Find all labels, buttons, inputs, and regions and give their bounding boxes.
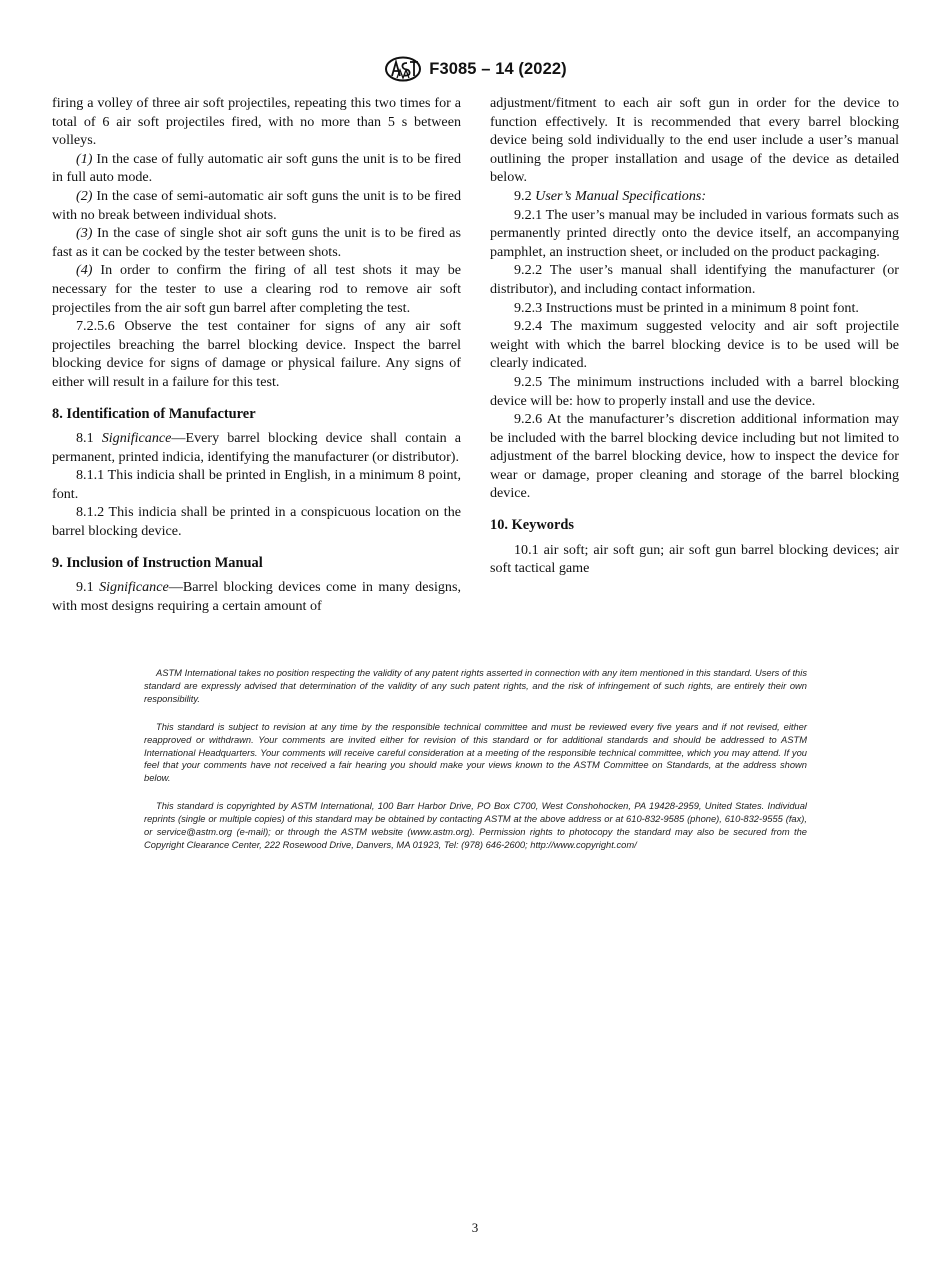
- item-number: (1): [76, 150, 93, 167]
- paragraph: [52, 150, 461, 187]
- section-heading-8: 8. Identification of Manufacturer: [52, 405, 256, 422]
- paragraph: 9.2.3 Instructions must be printed in a minimum 8 point font.: [514, 299, 859, 316]
- paragraph-number: 8.1: [76, 430, 102, 447]
- paragraph: 8.1.2 This indicia shall be printed in a conspicuous location on the barrel blocking device.: [52, 504, 461, 540]
- item-number: (4): [76, 262, 93, 279]
- paragraph: firing a volley of three air soft projectiles, repeating this two times for a total of 6 air soft projectiles fired, with no more than 5 s between volleys.: [52, 95, 461, 149]
- paragraph-label: User’s Manual Specifications:: [535, 187, 707, 204]
- standard-designation: F3085 – 14 (2022): [429, 59, 567, 78]
- paragraph-text: —Every barrel blocking device shall contain a permanent, printed indicia, identifying the manufacturer (or distributor).: [52, 430, 462, 465]
- item-number: (3): [76, 225, 93, 242]
- paragraph: 9.2.1 The user’s manual may be included in various formats such as permanently printed directly onto the device itself, an accompanying pamphlet, an instruction sheet, or included on the product packaging.: [490, 206, 899, 260]
- paragraph: 9.2.4 The maximum suggested velocity and air soft projectile weight with which the barrel blocking device is to be used will be clearly indicated.: [490, 318, 899, 372]
- paragraph: 9.2.6 At the manufacturer’s discretion additional information may be included with the barrel blocking device including but not limited to adjustment of the barrel blocking device, how to inspect the device for wear or damage, proper cleaning and storage of the barrel blocking device.: [490, 411, 899, 502]
- paragraph: [52, 261, 461, 317]
- paragraph: [52, 187, 461, 224]
- revision-notice: This standard is subject to revision at any time by the responsible technical committee and must be reviewed every five years and if not revised, either reapproved or withdrawn. Your comments are invited either for revision of this standard or for additional standards and should be addressed to ASTM International Headquarters. Your comments will receive careful consideration at a meeting of the responsible technical committee, which you may attend. If you feel that your comments have not received a fair hearing you should make your views known to the ASTM Committee on Standards, at the address shown below.: [144, 721, 807, 784]
- paragraph-label: Significance: [101, 430, 172, 447]
- patent-notice: ASTM International takes no position respecting the validity of any patent rights asserted in connection with any item mentioned in this standard. Users of this standard are expressly advised that determination of the validity of any such patent rights, and the risk of infringement of such rights, are entirely their own responsibility.: [144, 668, 807, 704]
- section-heading-9: 9. Inclusion of Instruction Manual: [52, 554, 263, 571]
- page-header: [0, 56, 950, 82]
- legal-footer: [144, 667, 807, 867]
- paragraph: [52, 224, 461, 261]
- paragraph: [490, 187, 899, 206]
- item-number: (2): [76, 187, 93, 204]
- paragraph-number: 9.1: [76, 579, 100, 596]
- paragraph-text: In the case of single shot air soft guns the unit is to be fired as fast as it can be cocked by the tester between shots.: [52, 225, 461, 260]
- copyright-notice: This standard is copyrighted by ASTM International, 100 Barr Harbor Drive, PO Box C700, West Conshohocken, PA 19428-2959, United States. Individual reprints (single or multiple copies) of this standard may be obtained by contacting ASTM at the above address or at 610-832-9585 (phone), 610-832-9555 (fax), or service@astm.org (e-mail); or through the ASTM website (www.astm.org). Permission rights to photocopy the standard may also be secured from the Copyright Clearance Center, 222 Rosewood Drive, Danvers, MA 01923, Tel: (978) 646-2600; http://www.copyright.com/: [144, 801, 807, 850]
- right-column: [490, 94, 899, 578]
- paragraph: 9.2.5 The minimum instructions included with a barrel blocking device will be: how to properly install and use the device.: [490, 373, 899, 409]
- paragraph: [52, 429, 461, 466]
- paragraph: 8.1.1 This indicia shall be printed in English, in a minimum 8 point, font.: [52, 467, 461, 502]
- left-column: [52, 94, 461, 615]
- paragraph: 10.1 air soft; air soft gun; air soft gun barrel blocking devices; air soft tactical game: [490, 541, 899, 577]
- paragraph: adjustment/fitment to each air soft gun in order for the device to function effectively. It is recommended that every barrel blocking device being sold individually to the end user include a user’s manual outlining the proper installation and usage of the device as detailed below.: [490, 95, 899, 186]
- paragraph-number: 9.2: [514, 187, 536, 204]
- paragraph-text: In order to confirm the firing of all test shots it may be necessary for the tester to use a clearing rod to remove air soft projectiles from the air soft gun barrel after completing the test.: [52, 262, 461, 316]
- paragraph: 7.2.5.6 Observe the test container for signs of any air soft projectiles breaching the barrel blocking device. Inspect the barrel blocking device for signs of damage or physical failure. Any signs of either will result in a failure for this test.: [52, 318, 461, 390]
- page-number: 3: [471, 1220, 479, 1235]
- paragraph: 9.2.2 The user’s manual shall identifying the manufacturer (or distributor), and including contact information.: [490, 262, 899, 297]
- section-heading-10: 10. Keywords: [490, 517, 574, 534]
- paragraph-label: Significance: [99, 579, 169, 596]
- paragraph-text: In the case of fully automatic air soft guns the unit is to be fired in full auto mode.: [52, 150, 461, 186]
- paragraph-text: —Barrel blocking devices come in many designs, with most designs requiring a certain amount of: [52, 579, 461, 614]
- paragraph: [52, 578, 461, 615]
- astm-logo-icon: [383, 56, 423, 82]
- paragraph-text: In the case of semi-automatic air soft guns the unit is to be fired with no break between individual shots.: [52, 187, 461, 223]
